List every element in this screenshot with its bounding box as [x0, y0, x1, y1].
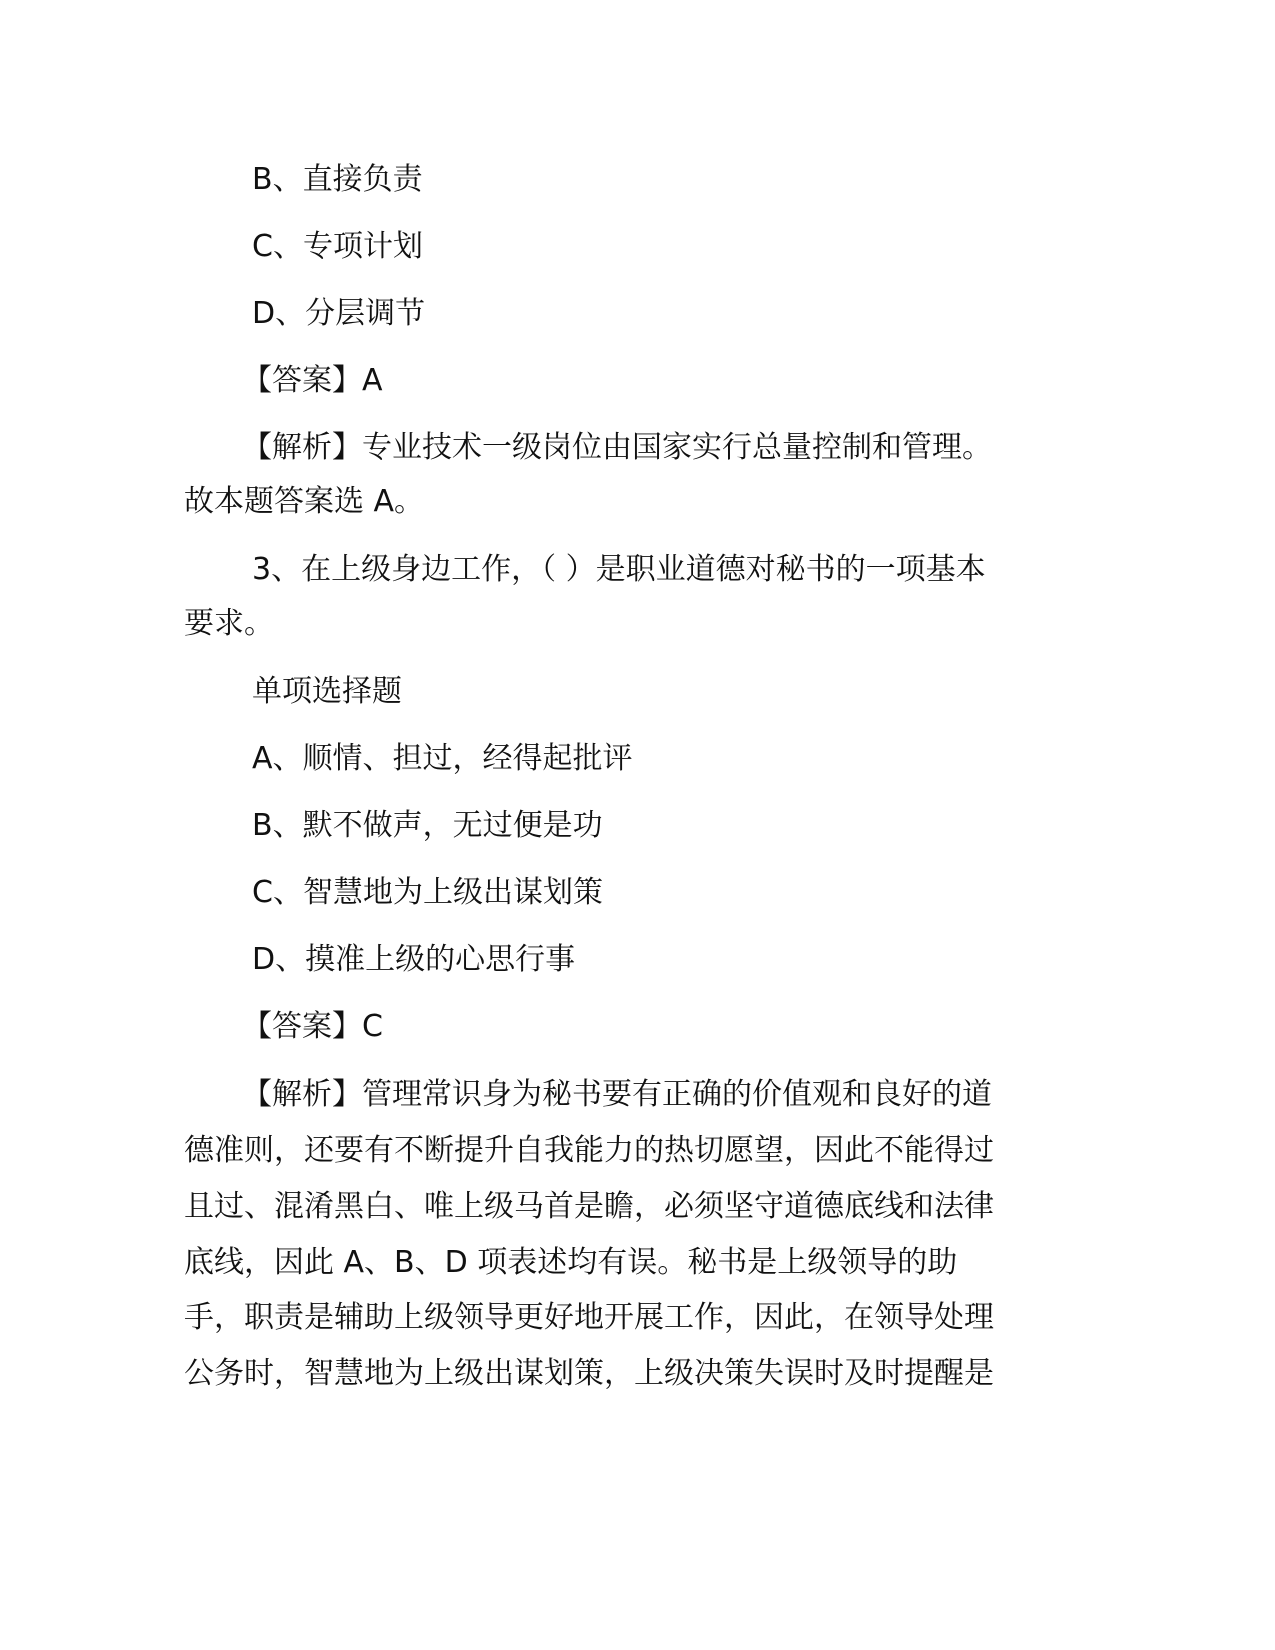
q2-answer: 【答案】A — [242, 363, 383, 398]
q3-answer: 【答案】C — [242, 1009, 383, 1044]
q2-analysis-line-2: 故本题答案选 A。 — [184, 484, 425, 519]
q3-analysis-line-1: 【解析】管理常识身为秘书要有正确的价值观和良好的道 — [242, 1077, 992, 1112]
q3-option-b: B、默不做声，无过便是功 — [252, 808, 603, 843]
document-page — [184, 0, 1084, 1650]
q3-analysis-line-3: 且过、混淆黑白、唯上级马首是瞻，必须坚守道德底线和法律 — [184, 1189, 994, 1224]
q3-option-a: A、顺情、担过，经得起批评 — [252, 741, 633, 776]
q3-stem-line-1: 3、在上级身边工作，（ ）是职业道德对秘书的一项基本 — [252, 552, 986, 587]
q3-analysis-line-5: 手，职责是辅助上级领导更好地开展工作，因此，在领导处理 — [184, 1300, 994, 1335]
q3-option-d: D、摸准上级的心思行事 — [252, 942, 576, 977]
q3-stem-line-2: 要求。 — [184, 606, 274, 641]
q3-question-type: 单项选择题 — [252, 674, 402, 709]
q2-analysis-line-1: 【解析】专业技术一级岗位由国家实行总量控制和管理。 — [242, 430, 992, 465]
q2-option-c: C、专项计划 — [252, 229, 423, 264]
q3-analysis-line-4: 底线，因此 A、B、D 项表述均有误。秘书是上级领导的助 — [184, 1245, 958, 1280]
q2-option-d: D、分层调节 — [252, 296, 426, 331]
q2-option-b: B、直接负责 — [252, 162, 423, 197]
q3-option-c: C、智慧地为上级出谋划策 — [252, 875, 603, 910]
q3-analysis-line-6: 公务时，智慧地为上级出谋划策，上级决策失误时及时提醒是 — [184, 1356, 994, 1391]
q3-analysis-line-2: 德准则，还要有不断提升自我能力的热切愿望，因此不能得过 — [184, 1133, 994, 1168]
